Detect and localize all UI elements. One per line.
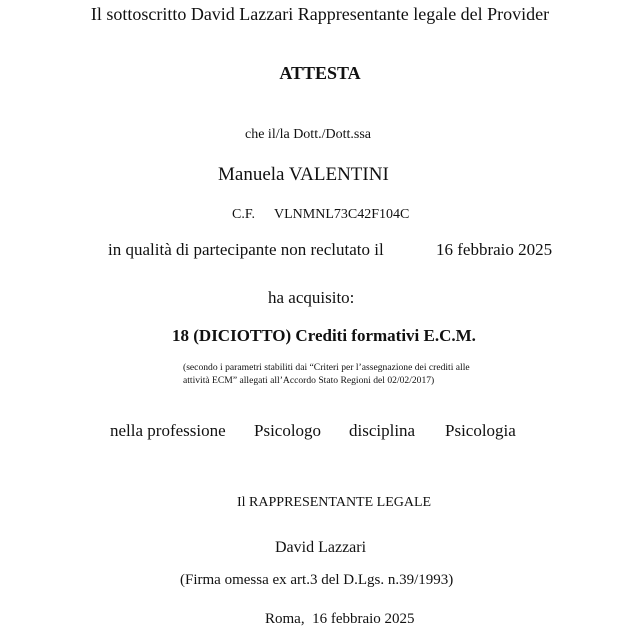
cf-value: VLNMNL73C42F104C [274,207,410,222]
discipline-value: Psicologia [445,421,516,440]
acquired-text: ha acquisito: [268,288,355,307]
signature-note: (Firma omessa ex art.3 del D.Lgs. n.39/1993) [180,572,454,588]
intro-line: Il sottoscritto David Lazzari Rappresentante legale del Provider [90,4,550,24]
cf-label: C.F. [232,207,256,222]
discipline-label: disciplina [349,421,416,440]
place-date: Roma, 16 febbraio 2025 [265,611,415,627]
participation-text: in qualità di partecipante non reclutato il [108,240,384,259]
credits: 18 (DICIOTTO) Crediti formativi E.C.M. [172,326,476,345]
profession-value: Psicologo [254,421,322,440]
recipient-prefix: che il/la Dott./Dott.ssa [245,127,371,142]
heading: ATTESTA [279,63,361,83]
recipient-name: Manuela VALENTINI [218,164,389,185]
signatory-name: David Lazzari [275,539,367,556]
profession-label: nella professione [110,421,226,440]
participation-date: 16 febbraio 2025 [436,240,553,259]
credits-note: (secondo i parametri stabiliti dai “Criteri per l’assegnazione dei crediti alle attività ECM” allegati all’Accordo Stato Regioni del 02/02/2017) [183,362,470,386]
signatory-title: Il RAPPRESENTANTE LEGALE [237,495,432,510]
